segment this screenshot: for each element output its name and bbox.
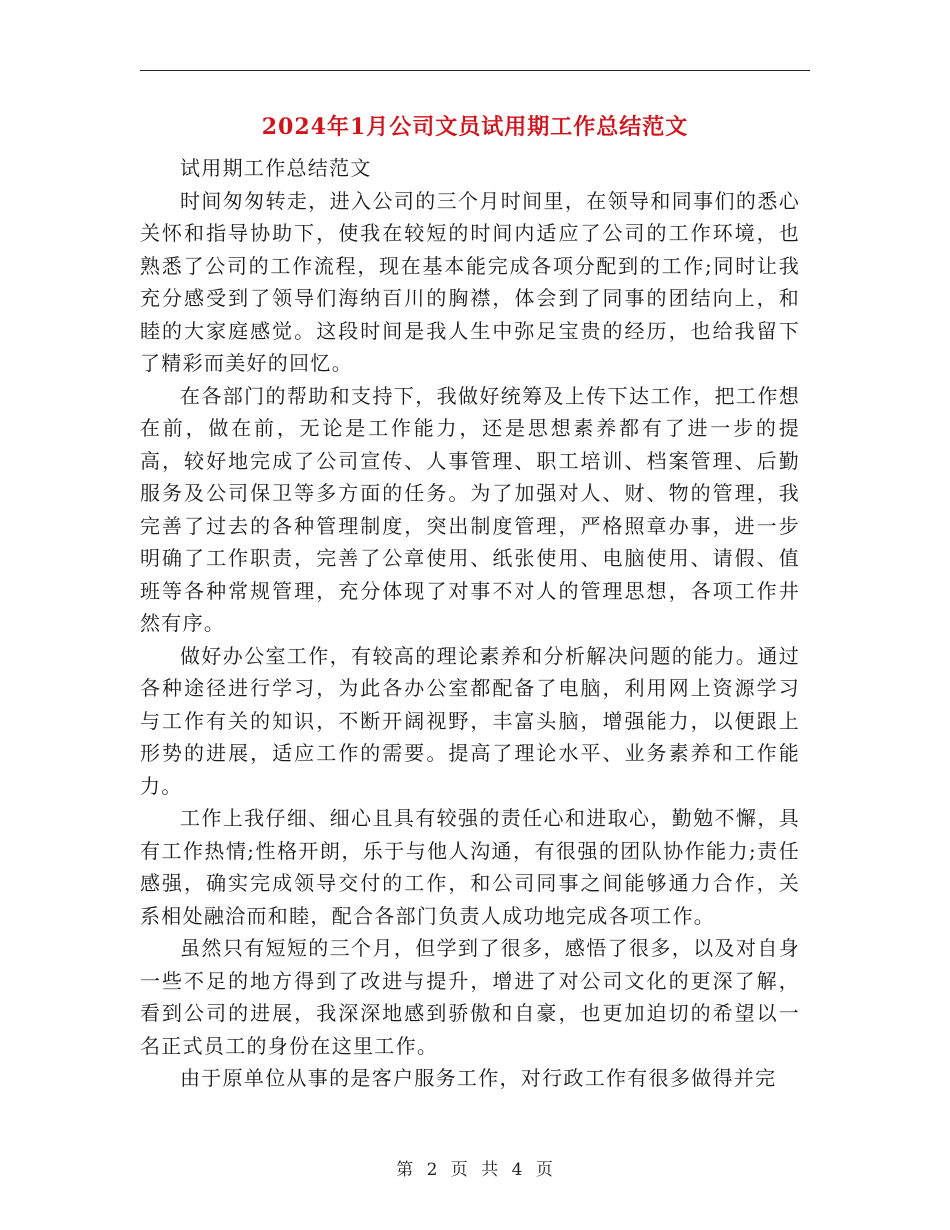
paragraph-5: 虽然只有短短的三个月，但学到了很多，感悟了很多，以及对自身一些不足的地方得到了改进与提升，增进了对公司文化的更深了解，看到公司的进展，我深深地感到骄傲和自豪，也更加迫切的希望以一名正式员工的身份在这里工作。 [140,936,800,1058]
document-body [140,152,800,1095]
paragraph-2: 在各部门的帮助和支持下，我做好统筹及上传下达工作，把工作想在前，做在前，无论是工作能力，还是思想素养都有了进一步的提高，较好地完成了公司宣传、人事管理、职工培训、档案管理、后勤服务及公司保卫等多方面的任务。为了加强对人、财、物的管理，我完善了过去的各种管理制度，突出制度管理，严格照章办事，进一步明确了工作职责，完善了公章使用、纸张使用、电脑使用、请假、值班等各种常规管理，充分体现了对事不对人的管理思想，各项工作井然有序。 [140,383,800,635]
paragraph-4: 工作上我仔细、细心且具有较强的责任心和进取心，勤勉不懈，具有工作热情;性格开朗，乐于与他人沟通，有很强的团队协作能力;责任感强，确实完成领导交付的工作，和公司同事之间能够通力合作，关系相处融洽而和睦，配合各部门负责人成功地完成各项工作。 [140,806,800,928]
paragraph-1: 时间匆匆转走，进入公司的三个月时间里，在领导和同事们的悉心关怀和指导协助下，使我在较短的时间内适应了公司的工作环境，也熟悉了公司的工作流程，现在基本能完成各项分配到的工作;同时让我充分感受到了领导们海纳百川的胸襟，体会到了同事的团结向上，和睦的大家庭感觉。这段时间是我人生中弥足宝贵的经历，也给我留下了精彩而美好的回忆。 [140,188,800,375]
footer-label-ye-2: 页 [535,1160,554,1180]
footer-label-di: 第 [396,1160,415,1180]
footer-total-pages: 4 [511,1160,524,1180]
page-footer [0,1155,950,1180]
header-rule [140,70,810,71]
paragraph-3: 做好办公室工作，有较高的理论素养和分析解决问题的能力。通过各种途径进行学习，为此各办公室都配备了电脑，利用网上资源学习与工作有关的知识，不断开阔视野，丰富头脑，增强能力，以便跟上形势的进展，适应工作的需要。提高了理论水平、业务素养和工作能力。 [140,643,800,798]
footer-label-gong: 共 [481,1160,500,1180]
document-title: 2024年1月公司文员试用期工作总结范文 [261,114,689,140]
subtitle-line: 试用期工作总结范文 [180,156,372,180]
paragraph-6: 由于原单位从事的是客户服务工作，对行政工作有很多做得并完 [180,1066,777,1090]
footer-current-page: 2 [426,1160,439,1180]
footer-label-ye: 页 [450,1160,469,1180]
